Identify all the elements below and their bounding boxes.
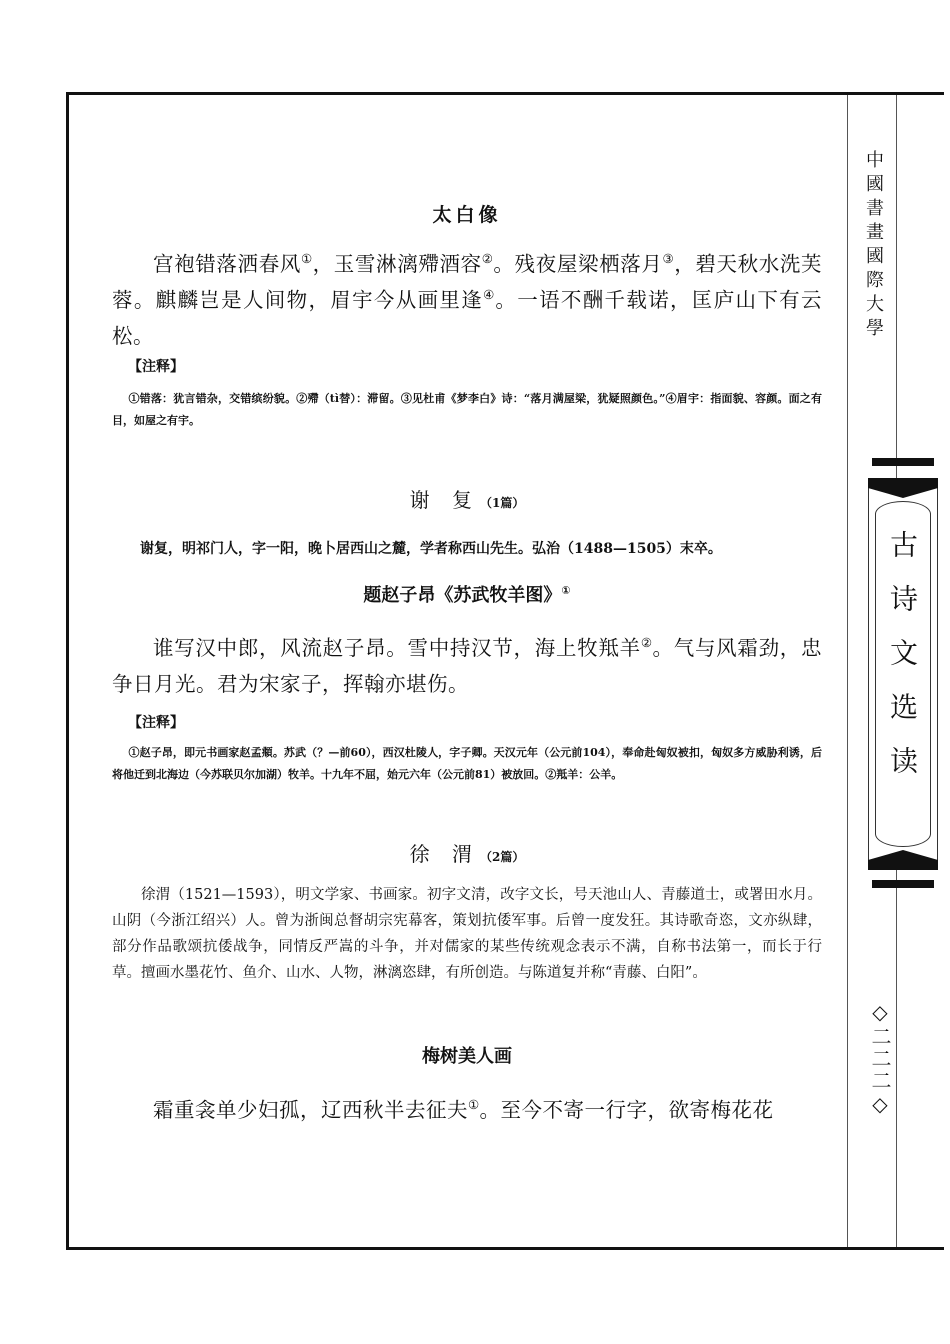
poem-title-meishu: 梅树美人画 — [422, 1046, 512, 1067]
series-title: 中國書畫國際大學 — [860, 150, 886, 342]
poem-body-taibai: 宫袍错落洒春风①，玉雪淋漓殢酒容②。残夜屋梁栖落月③，碧天秋水洗芙蓉。麒麟岂是人间物，眉宇今从画里逢④。一语不酬千载诺，匡庐山下有云松。 — [112, 252, 823, 348]
sidebar-bar-top — [872, 458, 934, 466]
poem-title-suwu: 题赵子昂《苏武牧羊图》① — [363, 584, 571, 606]
chevron-top-icon — [868, 478, 938, 498]
poem-title-taibai: 太白像 — [432, 204, 502, 226]
notes-heading-2: 【注释】 — [128, 715, 184, 731]
author-heading-xuwei: 徐 渭（2篇） — [409, 842, 525, 866]
book-title: 古诗文选读 — [886, 530, 919, 800]
author-heading-xiefu: 谢 复（1篇） — [409, 488, 525, 512]
notes-body-1: ①错落：犹言错杂，交错缤纷貌。②殢（tì替）：滞留。③见杜甫《梦李白》诗：“落月满屋梁，犹疑照颜色。”④眉宇：指面貌、容颜。面之有目，如屋之有宇。 — [112, 392, 822, 427]
poem-body-suwu: 谁写汉中郎，风流赵子昂。雪中持汉节，海上牧羝羊②。气与风霜劲，忠争日月光。君为宋家子，挥翰亦堪伤。 — [112, 636, 823, 696]
poem-body-meishu: 霜重衾单少妇孤，辽西秋半去征夫①。至今不寄一行字，欲寄梅花花 — [153, 1098, 774, 1122]
notes-heading-1: 【注释】 — [128, 359, 184, 375]
page-number: ◇二二二◇ — [866, 1000, 895, 1118]
sidebar-bar-bottom — [872, 880, 934, 888]
sidebar-rule-left — [847, 95, 848, 1247]
notes-body-2: ①赵子昂，即元书画家赵孟頫。苏武（？—前60），西汉杜陵人，字子卿。天汉元年（公元前104），奉命赴匈奴被扣，匈奴多方威胁利诱，后将他迁到北海边（今苏联贝尔加湖）牧羊。十九年不屈，始元六年（公元前81）被放回。②羝羊：公羊。 — [112, 746, 822, 781]
author-bio-xuwei: 徐渭（1521—1593），明文学家、书画家。初字文清，改字文长，号天池山人、青藤道士，或署田水月。山阴（今浙江绍兴）人。曾为浙闽总督胡宗宪幕客，策划抗倭军事。后曾一度发狂。其诗歌奇恣，文亦纵肆，部分作品歌颂抗倭战争，同情反严嵩的斗争，并对儒家的某些传统观念表示不满，自称书法第一，而长于行草。擅画水墨花竹、鱼介、山水、人物，淋漓恣肆，有所创造。与陈道复并称“青藤、白阳”。 — [112, 887, 822, 981]
chevron-bottom-icon — [868, 850, 938, 870]
author-bio-xiefu: 谢复，明祁门人，字一阳，晚卜居西山之麓，学者称西山先生。弘治（1488—1505）末卒。 — [140, 541, 722, 557]
